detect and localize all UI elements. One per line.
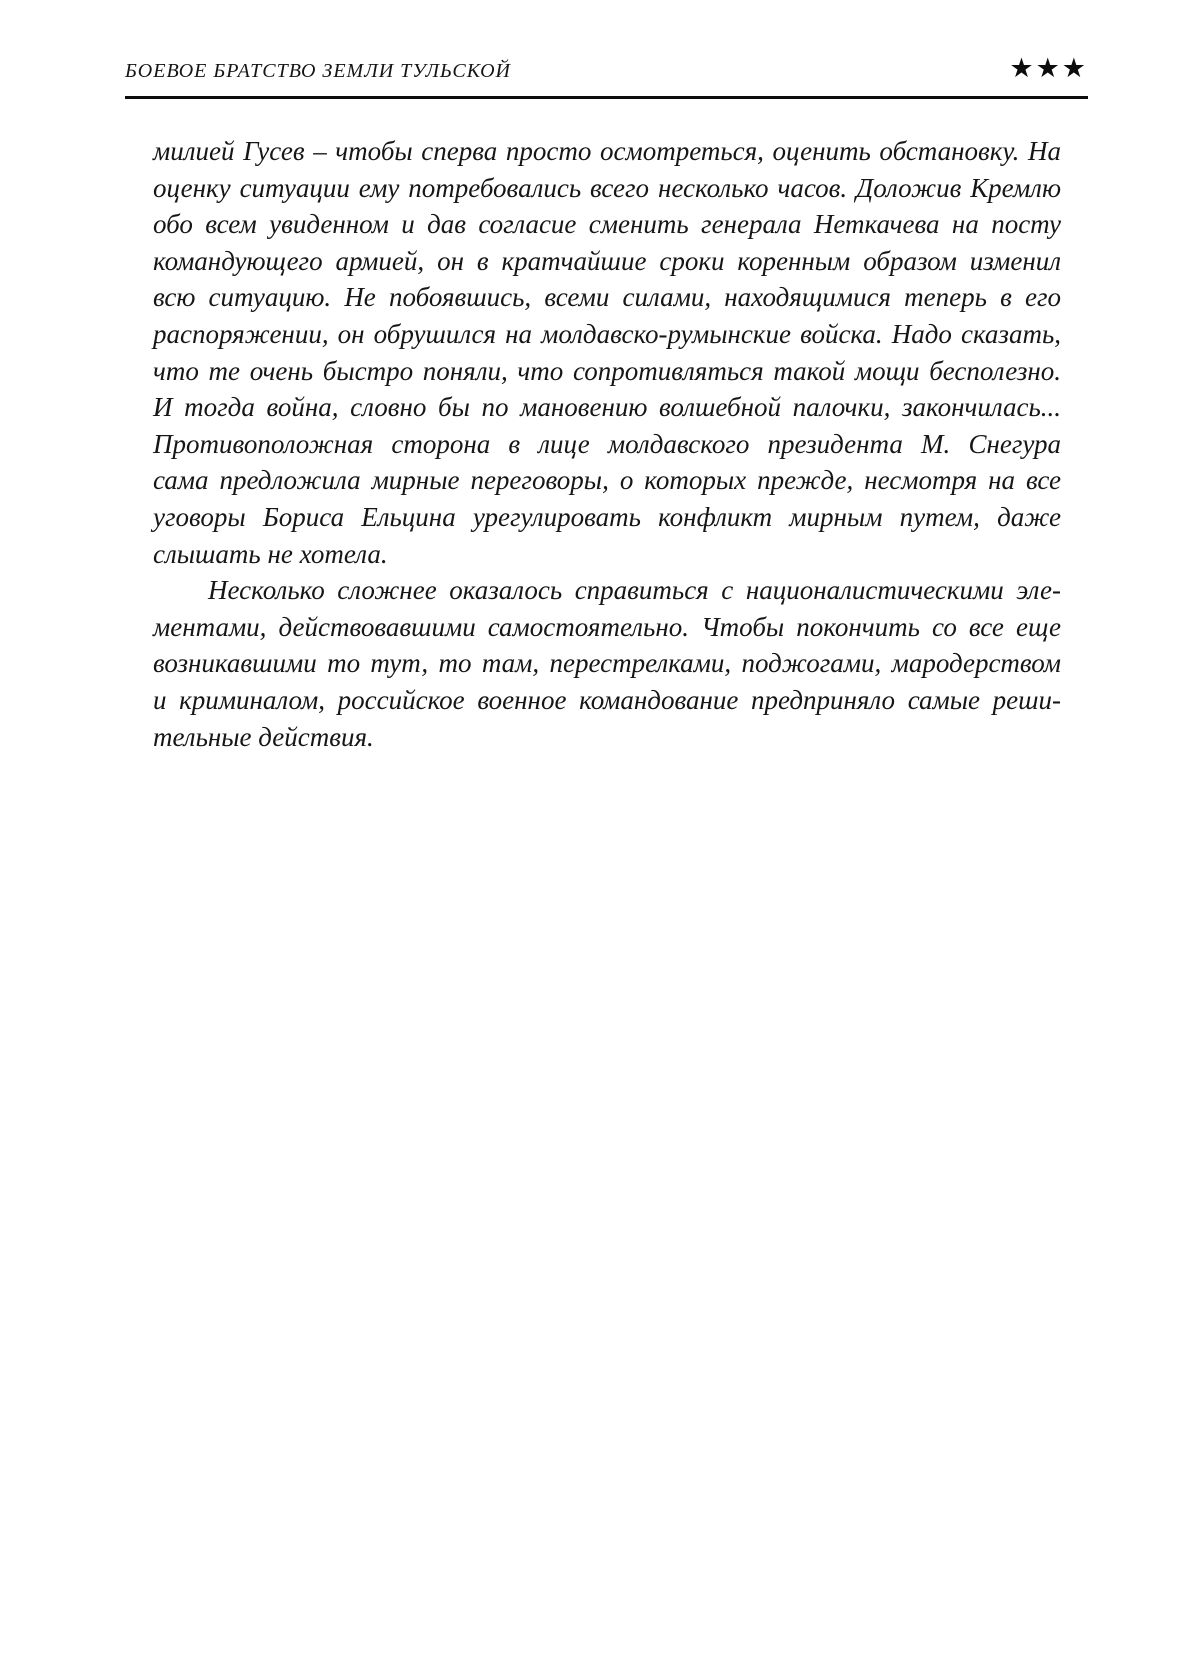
body-text [153, 133, 1061, 755]
paragraph [153, 572, 1061, 755]
text-line: И тогда война, словно бы по мановению волшебной палочки, закончилась... [153, 392, 1061, 423]
text-line: возникавшими то тут, то там, перестрелками, поджогами, мародерством [153, 648, 1061, 679]
text-line: тельные действия. [153, 721, 374, 752]
text-line: сама предложила мирные переговоры, о которых прежде, несмотря на все [153, 465, 1061, 496]
text-line: распоряжении, он обрушился на молдавско-румынские войска. Надо сказать, [153, 318, 1061, 349]
text-line: Противоположная сторона в лице молдавского президента М. Снегура [153, 428, 1061, 459]
text-line: и криминалом, российское военное командование предприняло самые реши- [153, 684, 1061, 715]
page-content-column [125, 53, 1088, 755]
page-header [125, 53, 1088, 99]
running-title: БОЕВОЕ БРАТСТВО ЗЕМЛИ ТУЛЬСКОЙ [125, 60, 511, 82]
text-line: уговоры Бориса Ельцина урегулировать конфликт мирным путем, даже [153, 501, 1061, 532]
text-line: ментами, действовавшими самостоятельно. Чтобы покончить со все еще [153, 611, 1061, 642]
text-line: оценку ситуации ему потребовались всего несколько часов. Доложив Кремлю [153, 172, 1061, 203]
text-line: всю ситуацию. Не побоявшись, всеми силами, находящимися теперь в его [153, 282, 1061, 313]
text-line: слышать не хотела. [153, 538, 388, 569]
paragraph [153, 133, 1061, 572]
stars-ornament-icon: ★★★ [1009, 53, 1088, 83]
text-line: обо всем увиденном и дав согласие сменить генерала Неткачева на посту [153, 209, 1061, 240]
text-line: что те очень быстро поняли, что сопротивляться такой мощи бесполезно. [153, 355, 1061, 386]
text-line: Несколько сложнее оказалось справиться с националистическими эле- [208, 575, 1061, 606]
text-line: командующего армией, он в кратчайшие сроки коренным образом изменил [153, 245, 1061, 276]
text-line: милией Гусев – чтобы сперва просто осмотреться, оценить обстановку. На [153, 136, 1061, 166]
